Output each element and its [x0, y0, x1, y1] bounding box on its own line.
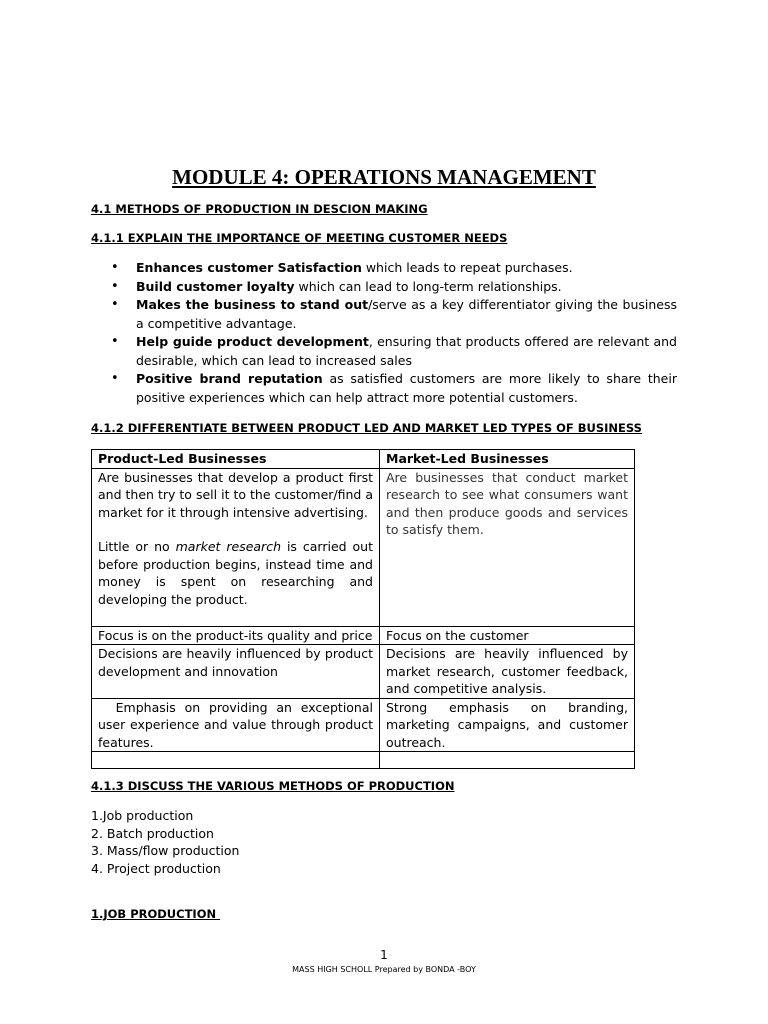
section-heading-4-1: 4.1 METHODS OF PRODUCTION IN DESCION MAKING — [91, 202, 428, 216]
cell-paragraph: Are businesses that develop a product first and then try to sell it to the customer/find a market for it through intensive advertising. — [98, 469, 373, 520]
table-cell — [92, 752, 380, 769]
section-heading-4-1-3: 4.1.3 DISCUSS THE VARIOUS METHODS OF PRODUCTION — [91, 779, 455, 793]
table-row — [92, 698, 635, 752]
bullet-bold-text: Enhances customer Satisfaction — [136, 260, 362, 275]
bullet-bold-text: Positive brand reputation — [136, 371, 323, 386]
cell-text: is carried out before production begins, instead time and money is spent on researching and developing the product. — [98, 539, 373, 607]
list-item: 1.Job production — [91, 808, 194, 823]
bullet-icon: • — [111, 297, 119, 312]
bullet-text: as satisfied customers are more likely to share their positive experiences which can help attract more potential customers. — [136, 371, 677, 405]
table-cell — [92, 468, 380, 626]
page-footer: MASS HIGH SCHOLL Prepared by BONDA -BOY — [292, 965, 476, 974]
list-item — [91, 333, 677, 370]
bullet-bold-text: Build customer loyalty — [136, 278, 295, 294]
bullet-text: , ensuring that products offered are relevant and desirable, which can lead to increased sales — [136, 334, 677, 368]
table-cell: Focus on the customer — [380, 626, 635, 645]
table-cell: Emphasis on providing an exceptional user experience and value through product features. — [92, 698, 380, 752]
table-row — [92, 468, 635, 626]
section-heading-4-1-1: 4.1.1 EXPLAIN THE IMPORTANCE OF MEETING CUSTOMER NEEDS — [91, 231, 508, 245]
table-header-row — [92, 450, 635, 469]
bullet-icon: • — [111, 371, 119, 386]
bullet-bold-text: Makes the business to stand out — [136, 297, 369, 312]
table-cell — [380, 752, 635, 769]
list-item — [91, 278, 677, 297]
cell-text: Little or no — [98, 539, 176, 554]
bullet-icon: • — [111, 260, 119, 275]
list-item — [91, 370, 677, 407]
column-header-market-led: Market-Led Businesses — [380, 450, 635, 469]
section-heading-4-1-2: 4.1.2 DIFFERENTIATE BETWEEN PRODUCT LED AND MARKET LED TYPES OF BUSINESS — [91, 421, 642, 435]
list-item — [91, 259, 677, 278]
bullet-text: which leads to repeat purchases. — [361, 260, 573, 275]
bullet-bold-text: Help guide product development — [136, 334, 369, 349]
bullet-text: which can lead to long-term relationships. — [294, 278, 562, 294]
subheading-job-production: 1.JOB PRODUCTION — [91, 907, 221, 921]
table-row — [92, 626, 635, 645]
bullet-icon: • — [111, 334, 119, 349]
table-cell: Decisions are heavily influenced by product development and innovation — [92, 645, 380, 699]
table-cell: Decisions are heavily influenced by market research, customer feedback, and competitive analysis. — [380, 645, 635, 699]
cell-emphasis: market research — [175, 539, 281, 554]
page-number: 1 — [380, 948, 388, 962]
page-title: MODULE 4: OPERATIONS MANAGEMENT — [172, 165, 596, 189]
table-row — [92, 645, 635, 699]
bullet-text: /serve as a key differentiator giving the business a competitive advantage. — [136, 297, 677, 331]
bullet-icon: • — [111, 278, 119, 294]
list-item: 3. Mass/flow production — [91, 843, 240, 858]
table-cell: Focus is on the product-its quality and price — [92, 626, 380, 645]
list-item: 4. Project production — [91, 860, 221, 876]
column-header-product-led: Product-Led Businesses — [92, 450, 380, 469]
production-methods-list — [91, 807, 239, 877]
customer-needs-list — [91, 259, 677, 407]
comparison-table — [91, 449, 635, 769]
table-cell: Are businesses that conduct market research to see what consumers want and then produce goods and services to satisfy them. — [380, 468, 635, 626]
table-row-empty — [92, 752, 635, 769]
list-item: 2. Batch production — [91, 825, 214, 841]
list-item — [91, 296, 677, 333]
table-cell: Strong emphasis on branding, marketing campaigns, and customer outreach. — [380, 698, 635, 752]
